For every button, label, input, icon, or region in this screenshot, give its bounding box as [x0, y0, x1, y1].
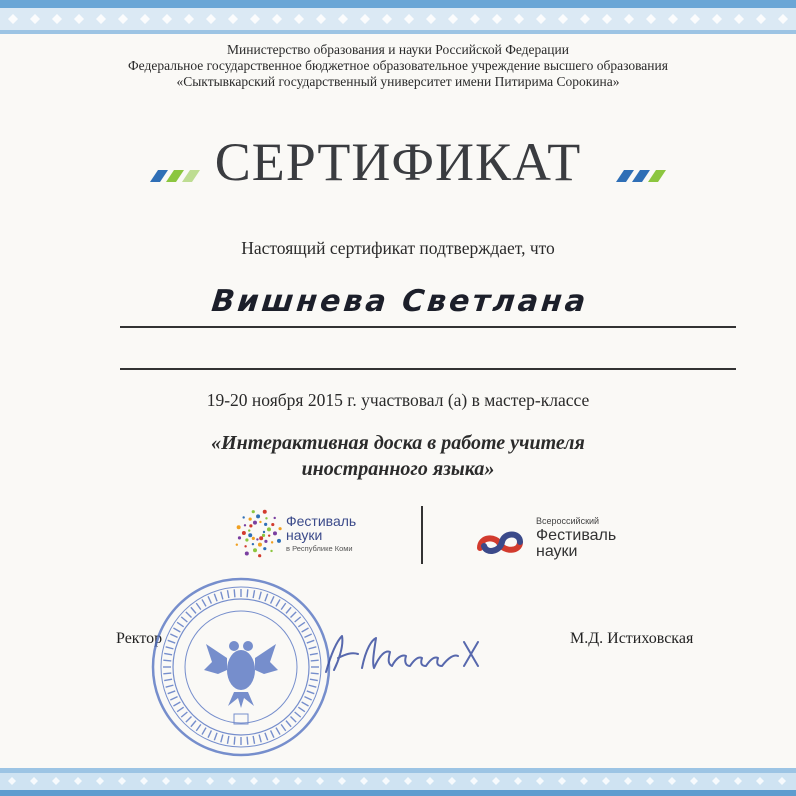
- all-russian-festival-logo: [474, 510, 644, 566]
- all-russian-label: Всероссийский: [536, 516, 600, 526]
- institution-type-line: Федеральное государственное бюджетное образовательное учреждение высшего образования: [128, 58, 668, 73]
- festival-komi-word1: Фестиваль: [286, 513, 357, 529]
- issuer-header: [0, 42, 796, 90]
- all-russian-word2: науки: [536, 543, 578, 560]
- course-title-line1: «Интерактивная доска в работе учителя: [211, 432, 585, 454]
- festival-komi-word2: науки: [286, 527, 323, 543]
- title-row: [0, 132, 796, 192]
- rector-label: Ректор: [116, 630, 163, 647]
- name-underline: [120, 326, 736, 328]
- bottom-ornament-border: [0, 768, 796, 796]
- festival-swirl-icon: [232, 506, 284, 558]
- recipient-name: Вишнева Светлана: [209, 284, 591, 319]
- official-seal: [148, 574, 334, 760]
- logo-divider: [421, 506, 423, 564]
- course-title: [0, 430, 796, 482]
- rector-name: М.Д. Истиховская: [570, 630, 694, 647]
- university-name-line: «Сыктывкарский государственный университет имени Питирима Сорокина»: [176, 74, 620, 89]
- rector-signature: [316, 628, 492, 680]
- confirmation-text: Настоящий сертификат подтверждает, что: [241, 238, 555, 258]
- top-ornament-border: [0, 0, 796, 34]
- course-title-line2: иностранного языка»: [301, 458, 495, 480]
- all-russian-word1: Фестиваль: [536, 527, 617, 544]
- participation-text: 19-20 ноября 2015 г. участвовал (а) в мастер-классе: [206, 390, 590, 410]
- right-title-decoration: [612, 164, 672, 186]
- certificate-title: СЕРТИФИКАТ: [214, 132, 582, 192]
- festival-komi-logo: [232, 506, 402, 562]
- second-underline: [120, 368, 736, 370]
- infinity-knot-icon: [474, 524, 530, 560]
- ministry-line: Министерство образования и науки Российской Федерации: [227, 42, 569, 57]
- festival-komi-region: в Республике Коми: [286, 544, 353, 553]
